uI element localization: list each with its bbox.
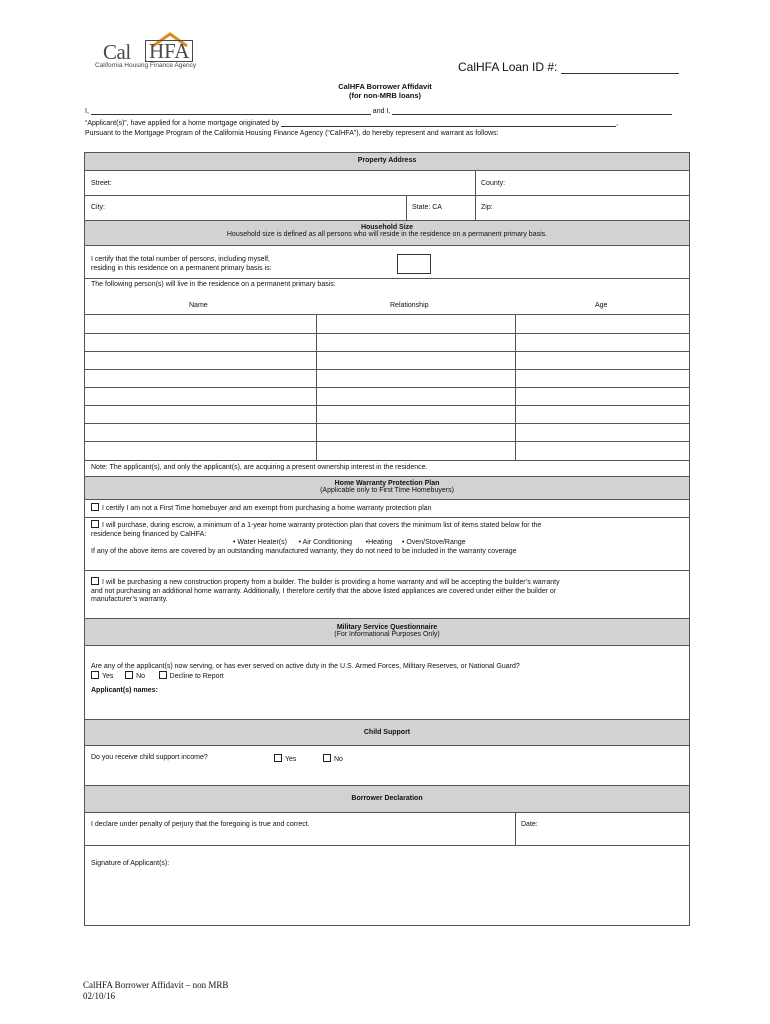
household-size-header: Household Size Household size is defined as all persons who will reside in the residence on a permanent primary basis. <box>85 220 689 246</box>
col-age-header: Age <box>595 302 608 309</box>
logo-cal-text: Cal <box>103 40 131 64</box>
declaration-statement: I declare under penalty of perjury that the foregoing is true and correct. <box>91 821 310 828</box>
originator-field[interactable] <box>281 118 616 127</box>
military-yes-checkbox[interactable] <box>91 671 99 679</box>
child-support-no-checkbox[interactable] <box>323 754 331 762</box>
item-oven-stove: Oven/Stove/Range <box>406 539 466 546</box>
item-heating: Heating <box>368 539 393 546</box>
originator-line: “Applicant(s)”, have applied for a home mortgage originated by , <box>85 120 619 127</box>
date-label: Date: <box>521 821 538 828</box>
county-label: County: <box>481 180 506 187</box>
military-decline-checkbox[interactable] <box>159 671 167 679</box>
affidavit-form <box>84 152 690 926</box>
logo-hfa-text: HFA <box>145 40 193 62</box>
form-title: CalHFA Borrower Affidavit <box>338 82 432 91</box>
home-warranty-header: Home Warranty Protection Plan (Applicable only to First Time Homebuyers) <box>85 476 689 500</box>
builder-checkbox[interactable] <box>91 577 99 585</box>
household-following-text: The following person(s) will live in the residence on a permanent primary basis: <box>91 281 336 288</box>
logo-tagline: California Housing Finance Agency <box>95 62 197 69</box>
warranty-option-exempt[interactable]: I certify I am not a First Time homebuyer and am exempt from purchasing a home warranty protection plan <box>91 503 432 514</box>
child-support-question: Do you receive child support income? <box>91 754 208 761</box>
form-subtitle: (for non-MRB loans) <box>348 91 422 100</box>
military-question: Are any of the applicant(s) now serving, or has ever served on active duty in the U.S. Armed Forces, Military Reserves, or National Guard? <box>91 663 520 670</box>
signature-label: Signature of Applicant(s): <box>91 860 170 867</box>
applicant-1-field[interactable] <box>91 106 371 115</box>
applicant-names-line: I, and I, <box>85 106 672 115</box>
child-support-yes-checkbox[interactable] <box>274 754 282 762</box>
col-relationship-header: Relationship <box>390 302 429 309</box>
exempt-checkbox[interactable] <box>91 503 99 511</box>
applicant-2-field[interactable] <box>392 106 672 115</box>
warranty-option-builder[interactable]: I will be purchasing a new construction property from a builder. The builder is providing a home warranty and will be accepting the builder’s warranty and not purchasing an additional home warranty. Additionally, I therefore certify that the above listed appliances are covered under either the builder or manufacturer’s warranty. <box>91 579 560 603</box>
warranty-coverage-note: If any of the above items are covered by an outstanding manufactured warranty, they do not need to be included in the warranty coverage <box>91 547 517 555</box>
warranty-option-purchase[interactable]: I will purchase, during escrow, a minimum of a 1-year home warranty protection plan that covers the minimum list of items stated below for the residence being financed by CalHFA: • Water Heater(s) • Air Conditioning •Heating • Oven/Stove/Range If any of the above items are covered by an outstanding manufactured warranty, they do not need to be included in the warranty coverage <box>91 520 687 556</box>
applicant-names-label: Applicant(s) names: <box>91 687 158 694</box>
purchase-checkbox[interactable] <box>91 520 99 528</box>
street-label: Street: <box>91 180 112 187</box>
military-options: Yes No Decline to Report <box>91 671 224 682</box>
child-support-yes[interactable]: Yes <box>274 754 296 765</box>
military-service-header: Military Service Questionnaire (For Informational Purposes Only) <box>85 618 689 646</box>
item-air-conditioning: Air Conditioning <box>302 539 353 546</box>
city-label: City: <box>91 204 105 211</box>
pursuant-text: Pursuant to the Mortgage Program of the California Housing Finance Agency (“CalHFA”), do hereby represent and warrant as follows: <box>85 130 499 137</box>
ownership-note: Note: The applicant(s), and only the applicant(s), are acquiring a present ownership interest in the residence. <box>91 464 428 471</box>
borrower-declaration-header: Borrower Declaration <box>85 785 689 813</box>
child-support-header: Child Support <box>85 719 689 746</box>
zip-label: Zip: <box>481 204 493 211</box>
col-name-header: Name <box>189 302 208 309</box>
footer-date: 02/10/16 <box>83 991 116 1001</box>
loan-id-field[interactable] <box>458 60 679 74</box>
military-no-checkbox[interactable] <box>125 671 133 679</box>
footer-title: CalHFA Borrower Affidavit – non MRB <box>83 980 229 990</box>
household-count-box[interactable] <box>397 254 431 274</box>
item-water-heater: Water Heater(s) <box>237 539 287 546</box>
loan-id-label: CalHFA Loan ID #: <box>458 60 558 74</box>
household-certify-text: I certify that the total number of persons, including myself, residing in this residence on a permanent primary basis is: <box>91 256 272 272</box>
property-address-header: Property Address <box>85 153 689 171</box>
state-label: State: CA <box>412 204 442 211</box>
child-support-no[interactable]: No <box>323 754 343 765</box>
